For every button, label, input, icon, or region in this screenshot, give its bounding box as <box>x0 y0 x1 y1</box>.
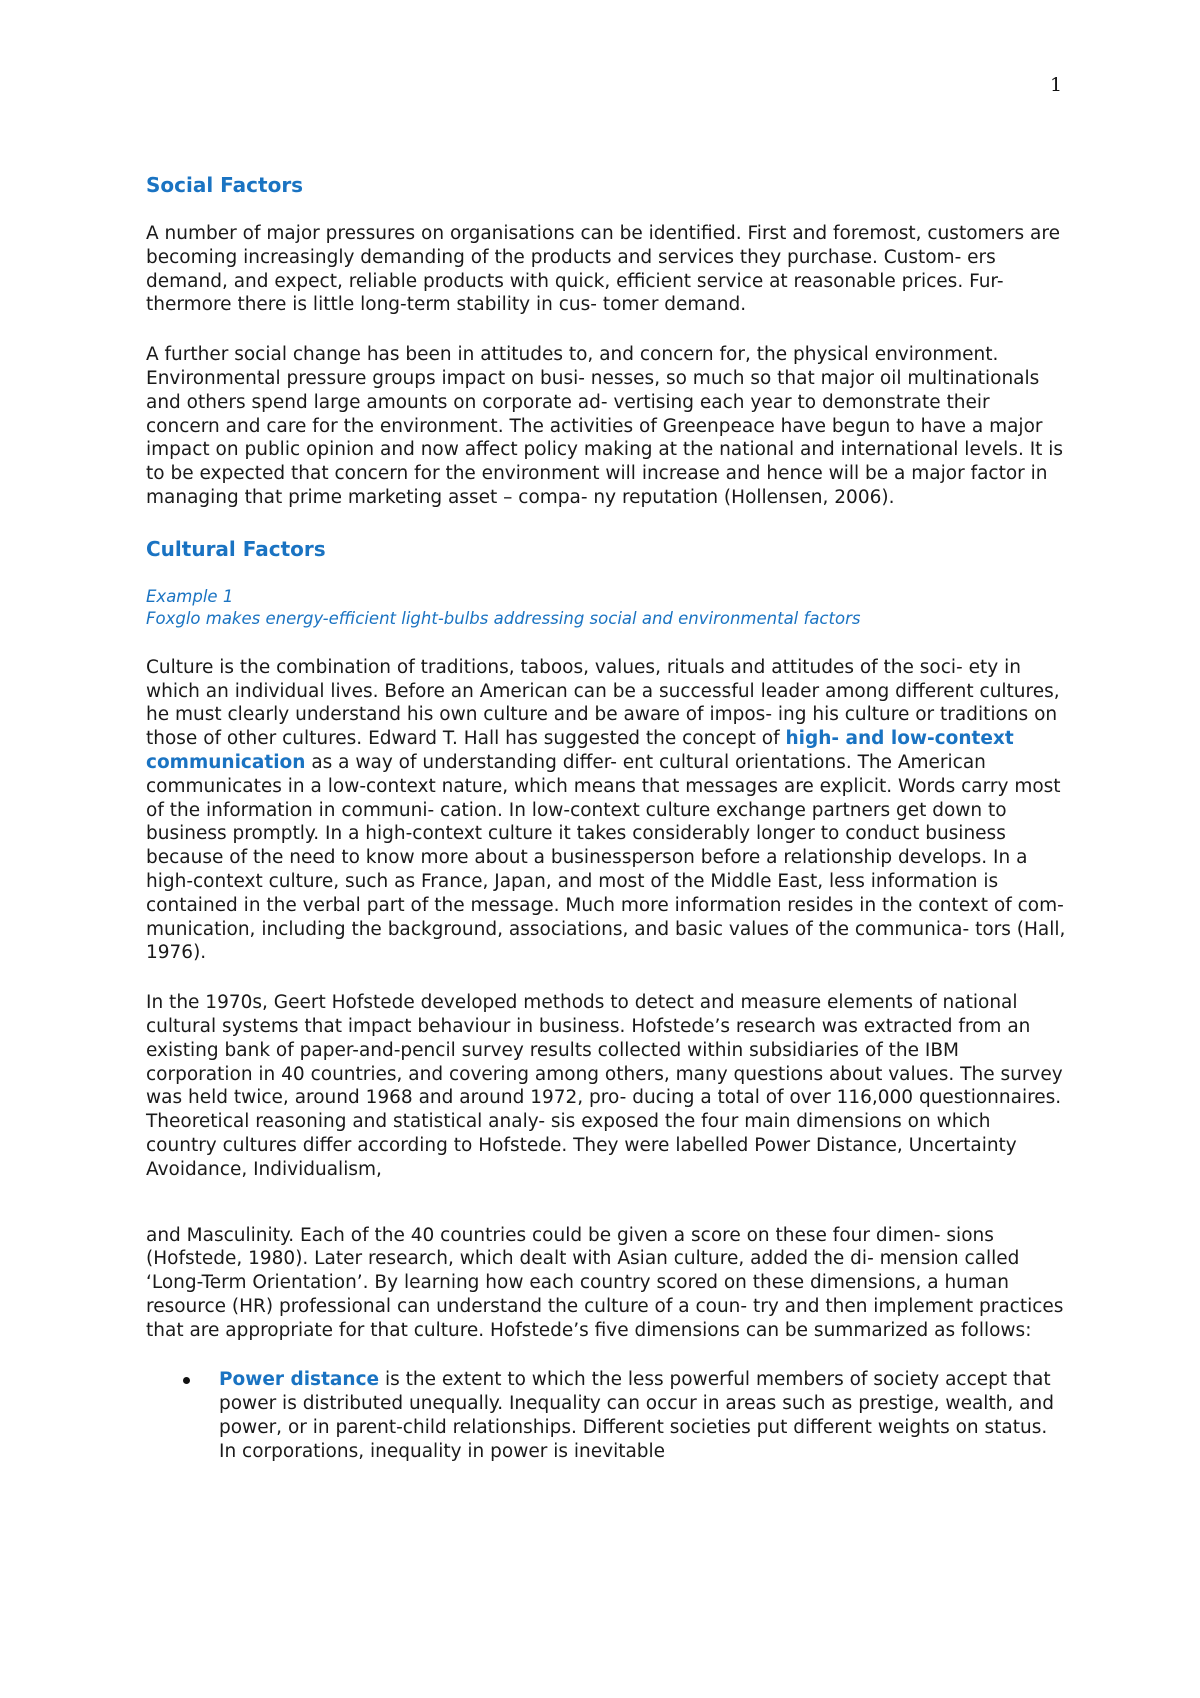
cultural-paragraph-3: and Masculinity. Each of the 40 countries could be given a score on these four dimen- sions (Hofstede, 1980). Later research, which dealt with Asian culture, added the di- mension called ‘Long-Term Orientation’. By learning how each country scored on these dimensions, a human resource (HR) professional can understand the culture of a coun- try and then implement practices that are appropriate for that culture. Hofstede’s five dimensions can be summarized as follows: <box>146 1224 1064 1341</box>
bullet-icon <box>183 1377 190 1384</box>
term-power-distance: Power distance <box>219 1369 380 1391</box>
example-title: Foxglo makes energy-efficient light-bulbs addressing social and environmental factors <box>146 608 861 628</box>
cultural-paragraph-1-intro: Culture is the combination of traditions, taboos, values, rituals and attitudes of the soci- ety in which an individual lives. Before an American can be a successful leader among different cultures, he must clearly understand his own culture and be aware of impos- ing his culture or traditions on those of other cultures. Edward T. Hall has suggested the concept of <box>146 656 1060 750</box>
heading-social-factors: Social Factors <box>146 173 304 197</box>
page-number: 1 <box>1050 74 1063 96</box>
cultural-paragraph-2: In the 1970s, Geert Hofstede developed methods to detect and measure elements of national cultural systems that impact behaviour in business. Hofstede’s research was extracted from an existing bank of paper-and-pencil survey results collected within subsidiaries of the IBM corporation in 40 countries, and covering among others, many questions about values. The survey was held twice, around 1968 and around 1972, pro- ducing a total of over 116,000 questionnaires. Theoretical reasoning and statistical analy- sis exposed the four main dimensions on which country cultures differ according to Hofstede. They were labelled Power Distance, Uncertainty Avoidance, Individualism, <box>146 992 1063 1180</box>
heading-cultural-factors: Cultural Factors <box>146 536 326 561</box>
document-body <box>146 172 1066 1464</box>
example-caption <box>146 586 1066 630</box>
social-paragraph-1: A number of major pressures on organisations can be identified. First and foremost, customers are becoming increasingly demanding of the products and services they purchase. Custom- ers demand, and expect, reliable products with quick, efficient service at reasonable prices. Fur- thermore there is little long-term stability in cus- tomer demand. <box>146 223 1060 316</box>
dimensions-list <box>146 1368 1066 1463</box>
emphasis-high-low-context: high- and low-context communication <box>146 728 1014 773</box>
power-distance-text: is the extent to which the less powerful members of society accept that power is distributed unequally. Inequality can occur in areas such as prestige, wealth, and power, or in parent-child relationships. Different societies put different weights on status. In corporations, inequality in power is inevitable <box>219 1369 1054 1462</box>
list-item <box>146 1368 1066 1463</box>
example-label: Example 1 <box>146 586 234 606</box>
cultural-paragraph-1 <box>146 656 1066 965</box>
cultural-paragraph-1-rest: as a way of understanding differ- ent cultural orientations. The American communicates in a low-context nature, which means that messages are explicit. Words carry most of the information in communi- cation. In low-context culture exchange partners get down to business promptly. In a high-context culture it takes considerably longer to conduct business because of the need to know more about a businessperson before a relationship develops. In a high-context culture, such as France, Japan, and most of the Middle East, less information is contained in the verbal part of the message. Much more information resides in the context of com- munication, including the background, associations, and basic values of the communica- tors (Hall, 1976). <box>146 751 1066 964</box>
social-paragraph-2: A further social change has been in attitudes to, and concern for, the physical environment. Environmental pressure groups impact on busi- nesses, so much so that major oil multinationals and others spend large amounts on corporate ad- vertising each year to demonstrate their concern and care for the environment. The activities of Greenpeace have begun to have a major impact on public opinion and now affect policy making at the national and international levels. It is to be expected that concern for the environment will increase and hence will be a major factor in managing that prime marketing asset – compa- ny reputation (Hollensen, 2006). <box>146 344 1064 508</box>
